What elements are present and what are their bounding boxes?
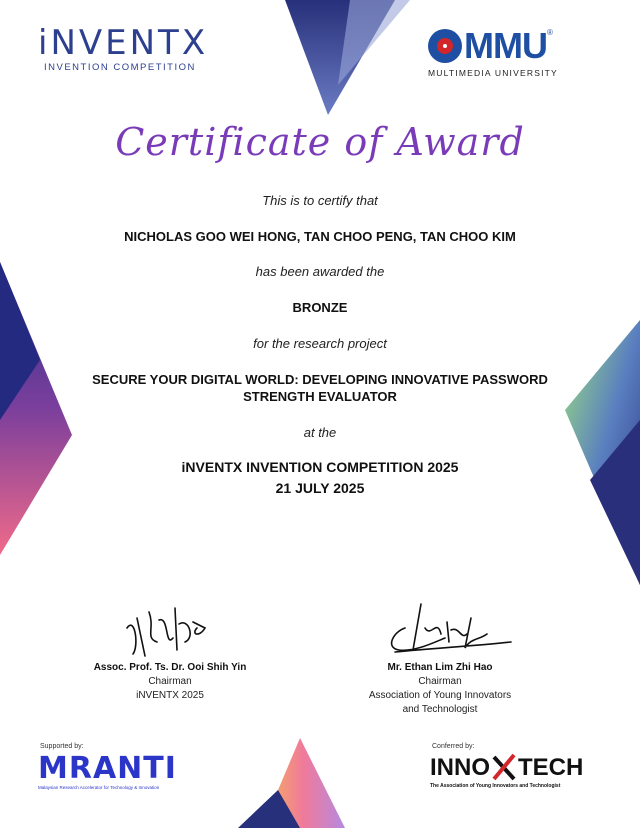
registered-mark-icon: ® xyxy=(546,28,553,37)
awarded-line: has been awarded the xyxy=(255,264,385,279)
signature-2-image xyxy=(375,598,515,660)
top-triangle-light-shape xyxy=(338,0,410,85)
mmu-logo xyxy=(428,25,603,78)
inventx-logo-subtitle: INVENTION COMPETITION xyxy=(44,62,196,73)
mmu-logo-text: MMU xyxy=(464,25,547,66)
supported-by-label: Supported by: xyxy=(40,743,84,750)
project-title-line-2: STRENGTH EVALUATOR xyxy=(243,389,397,404)
signatory-1-role-line-2: iNVENTX 2025 xyxy=(136,690,204,701)
project-title-line-1: SECURE YOUR DIGITAL WORLD: DEVELOPING INNOVATIVE PASSWORD xyxy=(92,372,548,387)
mmu-logo-subtitle: MULTIMEDIA UNIVERSITY xyxy=(428,68,558,78)
certify-line: This is to certify that xyxy=(262,193,378,208)
recipients: NICHOLAS GOO WEI HONG, TAN CHOO PENG, TAN CHOO KIM xyxy=(124,229,516,244)
event-name: iNVENTX INVENTION COMPETITION 2025 xyxy=(181,459,459,475)
innotech-logo xyxy=(430,753,600,789)
mranti-logo xyxy=(38,753,198,790)
inventx-logo xyxy=(38,24,228,73)
certificate-title: Certificate of Award xyxy=(115,120,525,164)
signatory-1-role-line-1: Chairman xyxy=(148,676,192,687)
signature-1-image xyxy=(115,598,215,660)
signatory-2-name: Mr. Ethan Lim Zhi Hao xyxy=(387,662,493,673)
event-date: 21 JULY 2025 xyxy=(275,480,365,496)
signatory-1-role xyxy=(60,675,280,703)
signatory-1-name: Assoc. Prof. Ts. Dr. Ooi Shih Yin xyxy=(93,662,247,673)
conferred-by-label: Conferred by: xyxy=(432,743,475,750)
mranti-logo-text: MRANTI xyxy=(38,751,177,786)
award-level: BRONZE xyxy=(292,300,348,315)
innotech-logo-text-left: INNO xyxy=(430,754,490,781)
innotech-logo-text-right: TECH xyxy=(518,754,584,781)
signatory-2-role xyxy=(330,675,550,717)
signatory-2-role-line-1: Chairman xyxy=(418,676,462,687)
signatory-2-role-line-2: Association of Young Innovators xyxy=(368,690,512,701)
project-line: for the research project xyxy=(253,336,387,351)
signatory-2-role-line-3: and Technologist xyxy=(402,704,478,715)
innotech-logo-subtitle: The Association of Young Innovators and Technologist xyxy=(430,783,561,789)
mranti-logo-subtitle: Malaysian Research Accelerator for Technology & Innovation xyxy=(38,785,160,790)
at-line: at the xyxy=(303,425,337,440)
inventx-logo-text: iNVENTX xyxy=(38,23,209,63)
mmu-emblem-icon xyxy=(428,29,462,63)
innotech-x-icon xyxy=(490,753,518,783)
